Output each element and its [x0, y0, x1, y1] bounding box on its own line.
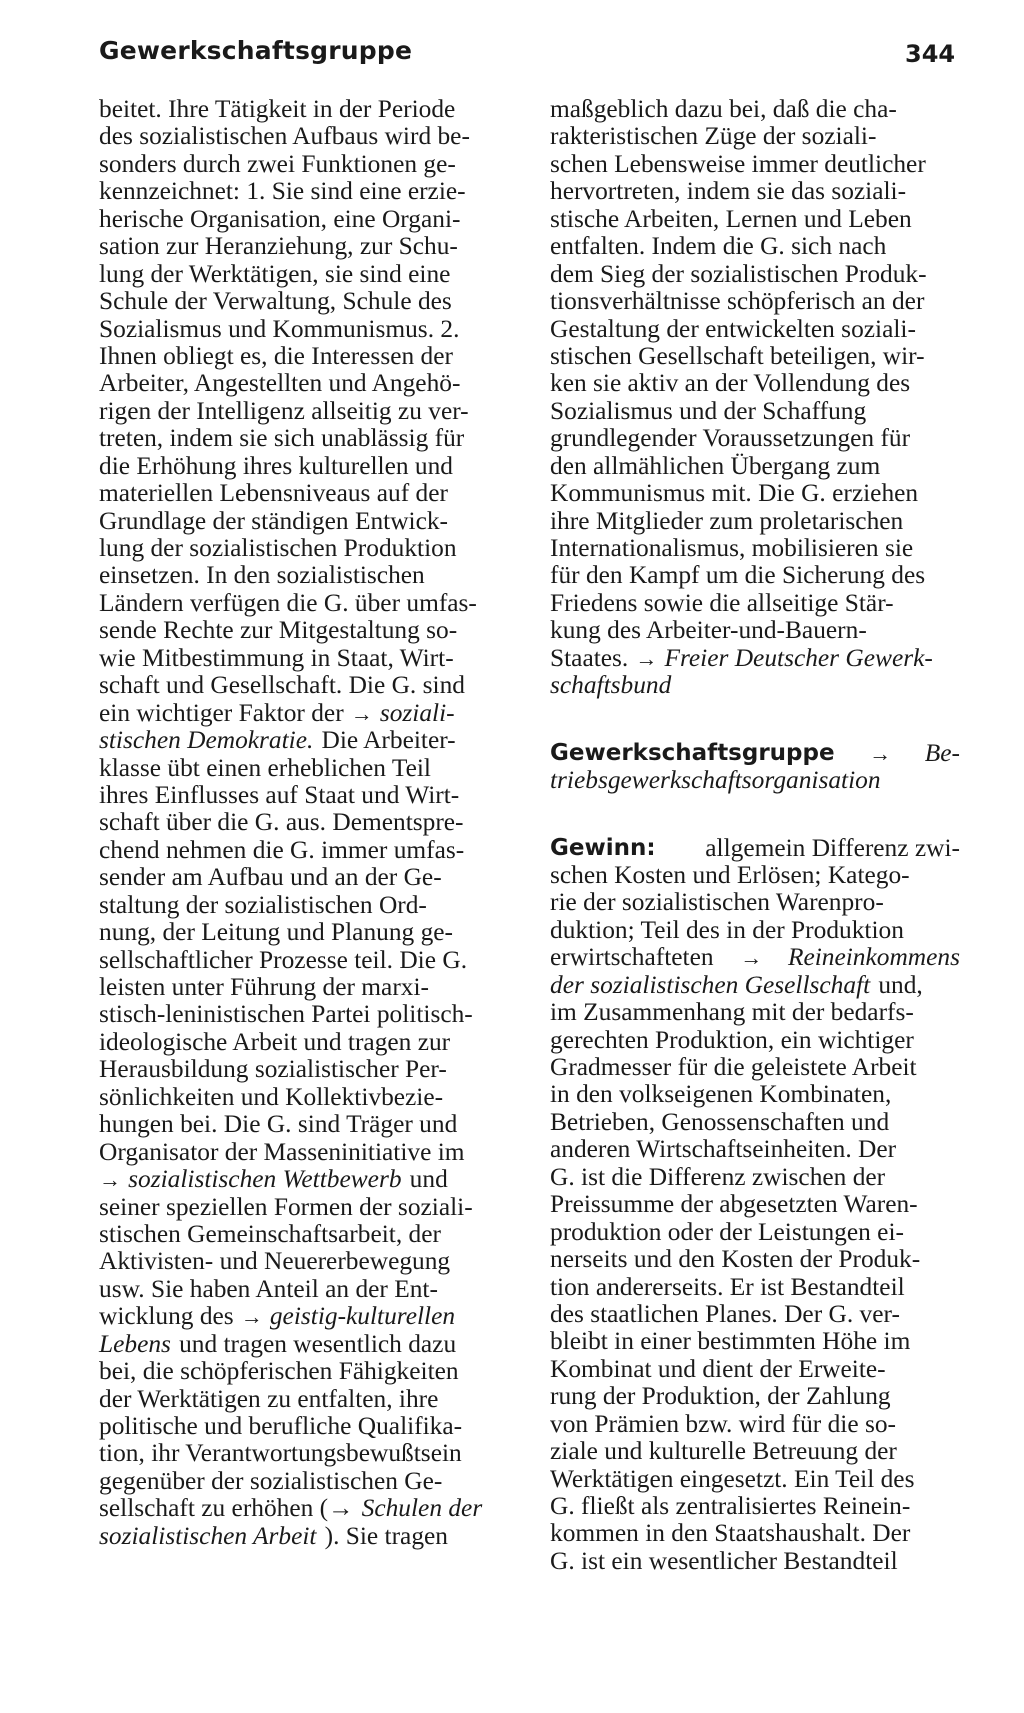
text-segment: sation zur Heranziehung, zur Schu-	[99, 232, 458, 261]
text-segment: Grundlage der ständigen Entwick-	[99, 506, 449, 535]
text-segment: schen Lebensweise immer deutlicher	[550, 149, 926, 178]
text-line	[99, 508, 511, 535]
text-segment: erwirtschafteten	[550, 943, 714, 972]
cross-reference[interactable]: Schulen der	[361, 1494, 483, 1523]
text-segment: Kommunismus mit. Die G. erziehen	[550, 479, 919, 508]
text-segment: des sozialistischen Aufbaus wird be-	[99, 122, 470, 151]
text-segment: lung der Werktätigen, sie sind eine	[99, 259, 451, 288]
text-line	[550, 1548, 960, 1575]
text-line	[99, 178, 511, 205]
text-line	[99, 343, 511, 370]
text-line	[99, 370, 511, 397]
text-line	[550, 1136, 960, 1163]
text-segment: G. fließt als zentralisiertes Reinein-	[550, 1492, 911, 1520]
text-line	[550, 1081, 960, 1108]
text-line	[550, 999, 960, 1026]
text-segment: klasse übt einen erheblichen Teil	[99, 753, 431, 782]
text-line	[550, 316, 960, 343]
cross-reference-arrow: →	[869, 740, 891, 766]
text-segment: G. ist die Differenz zwischen der	[550, 1162, 886, 1191]
text-line	[99, 892, 511, 919]
text-line	[99, 1001, 511, 1028]
text-line	[99, 974, 511, 1001]
cross-reference[interactable]: geistig-kulturellen	[269, 1302, 456, 1331]
text-line	[550, 151, 960, 178]
text-line	[99, 1413, 511, 1440]
headword: Gewinn:	[550, 834, 656, 861]
text-segment: schen Kosten und Erlösen; Katego-	[550, 860, 910, 889]
text-segment: Preissumme der abgesetzten Waren-	[550, 1190, 918, 1219]
text-line	[550, 261, 960, 288]
text-segment: Sozialismus und Kommunismus. 2.	[99, 314, 460, 343]
text-segment: bei, die schöpferischen Fähigkeiten	[99, 1357, 459, 1386]
text-segment: rie der sozialistischen Warenpro-	[550, 888, 884, 917]
text-line	[550, 1328, 960, 1355]
cross-reference[interactable]: triebsgewerkschaftsorganisation	[550, 766, 881, 795]
text-line	[550, 590, 960, 617]
right-column	[550, 96, 960, 1575]
text-line	[550, 1466, 960, 1493]
text-line	[550, 1219, 960, 1246]
text-line	[99, 535, 511, 562]
text-segment: Kombinat und dient der Erweite-	[550, 1354, 886, 1383]
text-segment: sonders durch zwei Funktionen ge-	[99, 149, 456, 178]
text-line	[550, 972, 960, 999]
text-segment: ein wichtiger Faktor der	[99, 698, 344, 727]
text-segment: Betrieben, Genossenschaften und	[550, 1107, 890, 1136]
text-line	[99, 1056, 511, 1083]
text-line	[99, 617, 511, 644]
text-line	[550, 96, 960, 123]
text-segment: für den Kampf um die Sicherung des	[550, 561, 926, 590]
text-line	[550, 508, 960, 535]
text-segment: rakteristischen Züge der soziali-	[550, 122, 877, 151]
text-segment: rung der Produktion, der Zahlung	[550, 1382, 891, 1411]
cross-reference-arrow: →	[740, 945, 762, 971]
text-line	[550, 617, 960, 644]
text-segment: im Zusammenhang mit der bedarfs-	[550, 998, 914, 1027]
text-segment: Organisator der Masseninitiative im	[99, 1137, 465, 1166]
text-segment: und,	[878, 970, 923, 999]
text-segment: materiellen Lebensniveaus auf der	[99, 479, 448, 508]
text-segment: grundlegender Voraussetzungen für	[550, 424, 911, 453]
text-line	[550, 233, 960, 260]
entry-gewerkschaftsgruppe	[550, 740, 960, 795]
text-segment: rigen der Intelligenz allseitig zu ver-	[99, 396, 469, 425]
text-line	[99, 645, 511, 672]
text-line	[550, 1493, 960, 1520]
text-segment: und tragen wesentlich dazu	[179, 1329, 457, 1358]
text-segment: ken sie aktiv an der Vollendung des	[550, 369, 911, 398]
text-segment: Schule der Verwaltung, Schule des	[99, 287, 452, 316]
text-segment: hervortreten, indem sie das soziali-	[550, 177, 907, 206]
text-segment: den allmählichen Übergang zum	[550, 451, 881, 480]
text-segment: sellschaftlicher Prozesse teil. Die G.	[99, 945, 468, 974]
text-segment: herische Organisation, eine Organi-	[99, 204, 461, 233]
text-segment: lung der sozialistischen Produktion	[99, 534, 457, 562]
cross-reference-arrow: →	[99, 1167, 120, 1193]
text-line	[550, 1191, 960, 1218]
text-segment: staltung der sozialistischen Ord-	[99, 890, 427, 919]
text-line	[99, 919, 511, 946]
text-line	[99, 1194, 511, 1221]
text-line	[550, 178, 960, 205]
text-segment: Internationalismus, mobilisieren sie	[550, 534, 914, 562]
cross-reference[interactable]: Reineinkommens	[787, 943, 960, 972]
text-segment: stische Arbeiten, Lernen und Leben	[550, 204, 912, 233]
text-segment: ziale und kulturelle Betreuung der	[550, 1437, 897, 1466]
cross-reference[interactable]: der sozialistischen Gesellschaft	[550, 970, 871, 999]
text-line	[550, 1383, 960, 1410]
text-line	[99, 1331, 511, 1358]
text-line	[99, 1084, 511, 1111]
text-segment: leisten unter Führung der marxi-	[99, 973, 429, 1001]
text-line	[99, 1029, 511, 1056]
text-segment: maßgeblich dazu bei, daß die cha-	[550, 95, 897, 123]
text-line	[550, 453, 960, 480]
text-line	[550, 535, 960, 562]
text-segment: sender am Aufbau und an der Ge-	[99, 863, 442, 892]
text-line	[99, 1221, 511, 1248]
text-segment: Werktätigen eingesetzt. Ein Teil des	[550, 1464, 915, 1493]
cross-reference[interactable]: Lebens	[99, 1329, 171, 1358]
cross-reference[interactable]: schaftsbund	[550, 671, 672, 700]
text-line	[99, 151, 511, 178]
text-segment: treten, indem sie sich unablässig für	[99, 424, 465, 453]
entry-gewinn	[550, 835, 960, 1576]
text-segment: anderen Wirtschaftseinheiten. Der	[550, 1135, 897, 1164]
text-line	[99, 590, 511, 617]
text-segment: von Prämien bzw. wird für die so-	[550, 1409, 896, 1438]
text-line	[99, 782, 511, 809]
text-line	[550, 1164, 960, 1191]
text-segment: allgemein Differenz zwi-	[705, 833, 960, 862]
text-segment: produktion oder der Leistungen ei-	[550, 1217, 904, 1246]
text-line	[99, 672, 511, 699]
text-line	[99, 480, 511, 507]
text-line	[99, 1468, 511, 1495]
text-segment: Sozialismus und der Schaffung	[550, 396, 867, 425]
text-segment: bleibt in einer bestimmten Höhe im	[550, 1327, 911, 1356]
text-segment: hungen bei. Die G. sind Träger und	[99, 1110, 458, 1139]
text-line	[550, 645, 960, 672]
text-line	[99, 398, 511, 425]
continuation-text	[550, 96, 960, 700]
text-segment: stischen Gemeinschaftsarbeit, der	[99, 1219, 441, 1248]
text-segment: gegenüber der sozialistischen Ge-	[99, 1466, 443, 1495]
text-line	[99, 1248, 511, 1275]
text-segment: kennzeichnet: 1. Sie sind eine erzie-	[99, 177, 466, 206]
text-segment: sönlichkeiten und Kollektivbezie-	[99, 1082, 444, 1111]
text-line	[99, 864, 511, 891]
text-line	[99, 700, 511, 727]
text-line	[99, 1166, 511, 1193]
text-line	[550, 562, 960, 589]
cross-reference[interactable]: sozialistischen Wettbewerb	[128, 1165, 402, 1194]
text-line	[99, 727, 511, 754]
text-segment: Die Arbeiter-	[321, 726, 456, 755]
text-segment: Arbeiter, Angestellten und Angehö-	[99, 369, 461, 398]
text-line	[550, 1438, 960, 1465]
text-segment: sellschaft zu erhöhen (→	[99, 1494, 354, 1523]
text-segment: der Werktätigen zu entfalten, ihre	[99, 1384, 439, 1413]
text-line	[550, 398, 960, 425]
text-segment: nung, der Leitung und Planung ge-	[99, 918, 453, 947]
text-segment: tionsverhältnisse schöpferisch an der	[550, 287, 925, 316]
text-line	[99, 1440, 511, 1467]
text-line	[550, 672, 960, 699]
text-line	[550, 1054, 960, 1081]
text-line	[550, 1356, 960, 1383]
text-line	[99, 453, 511, 480]
cross-reference[interactable]: soziali-	[379, 698, 455, 727]
text-line	[99, 1139, 511, 1166]
text-line	[99, 1358, 511, 1385]
text-segment: dem Sieg der sozialistischen Produk-	[550, 259, 927, 288]
text-line	[99, 96, 511, 123]
text-segment: Gestaltung der entwickelten soziali-	[550, 314, 916, 343]
text-line	[99, 206, 511, 233]
text-line	[99, 261, 511, 288]
text-segment: tion, ihr Verantwortungsbewußtsein	[99, 1439, 462, 1468]
text-segment: usw. Sie haben Anteil an der Ent-	[99, 1274, 438, 1303]
text-line	[99, 1303, 511, 1330]
text-segment: Herausbildung sozialistischer Per-	[99, 1055, 447, 1084]
text-segment: entfalten. Indem die G. sich nach	[550, 232, 887, 261]
text-line	[99, 809, 511, 836]
text-segment: duktion; Teil des in der Produktion	[550, 915, 904, 944]
text-line	[99, 123, 511, 150]
cross-reference[interactable]: sozialistischen Arbeit	[99, 1521, 317, 1550]
text-segment: einsetzen. In den sozialistischen	[99, 561, 425, 590]
text-line	[99, 1111, 511, 1138]
text-segment: Ihnen obliegt es, die Interessen der	[99, 341, 453, 370]
text-line	[99, 562, 511, 589]
text-segment: ). Sie tragen	[324, 1521, 448, 1550]
text-line	[99, 288, 511, 315]
left-column	[99, 96, 511, 1550]
text-line	[550, 370, 960, 397]
cross-reference[interactable]: stischen Demokratie.	[99, 726, 314, 755]
text-segment: beitet. Ihre Tätigkeit in der Periode	[99, 95, 456, 123]
text-segment: Staates.	[550, 643, 629, 672]
text-segment: kung des Arbeiter-und-Bauern-	[550, 616, 867, 645]
headword: Gewerkschaftsgruppe	[550, 739, 835, 766]
text-segment: politische und berufliche Qualifika-	[99, 1412, 463, 1440]
text-line	[550, 1274, 960, 1301]
text-line	[99, 425, 511, 452]
text-line	[550, 288, 960, 315]
text-segment: wicklung des	[99, 1302, 234, 1331]
text-segment: schaft über die G. aus. Dementspre-	[99, 808, 464, 837]
text-line	[550, 425, 960, 452]
text-segment: ideologische Arbeit und tragen zur	[99, 1027, 451, 1056]
page-number: 344	[905, 40, 956, 68]
text-segment: stisch-leninistischen Partei politisch-	[99, 1000, 473, 1029]
text-line	[550, 889, 960, 916]
text-line	[550, 206, 960, 233]
text-line	[99, 1276, 511, 1303]
text-line	[550, 480, 960, 507]
text-line	[99, 755, 511, 782]
text-segment: gerechten Produktion, ein wichtiger	[550, 1025, 914, 1054]
text-line	[99, 1386, 511, 1413]
text-segment: seiner speziellen Formen der soziali-	[99, 1192, 473, 1221]
text-segment: in den volkseigenen Kombinaten,	[550, 1080, 892, 1109]
text-line	[550, 944, 960, 971]
text-line	[550, 1301, 960, 1328]
text-line	[99, 837, 511, 864]
text-segment: Friedens sowie die allseitige Stär-	[550, 588, 894, 617]
text-line	[99, 947, 511, 974]
entry-body	[550, 862, 960, 1575]
text-segment: die Erhöhung ihres kulturellen und	[99, 451, 453, 480]
text-segment: chend nehmen die G. immer umfas-	[99, 835, 465, 864]
text-segment: Gradmesser für die geleistete Arbeit	[550, 1053, 917, 1081]
cross-reference-arrow: →	[635, 645, 657, 671]
text-segment: ihre Mitglieder zum proletarischen	[550, 506, 904, 535]
running-head: Gewerkschaftsgruppe	[99, 36, 413, 65]
text-segment: nerseits und den Kosten der Produk-	[550, 1245, 921, 1274]
cross-reference-arrow: →	[350, 700, 372, 726]
text-line	[550, 1411, 960, 1438]
text-line	[550, 1520, 960, 1547]
text-line	[99, 316, 511, 343]
text-segment: des staatlichen Planes. Der G. ver-	[550, 1299, 900, 1328]
text-line	[550, 1027, 960, 1054]
text-line	[99, 233, 511, 260]
text-line	[550, 917, 960, 944]
text-segment: Aktivisten- und Neuererbewegung	[99, 1247, 451, 1276]
text-line	[550, 1246, 960, 1273]
text-segment: Ländern verfügen die G. über umfas-	[99, 588, 477, 617]
text-segment: stischen Gesellschaft beteiligen, wir-	[550, 341, 925, 370]
text-line	[99, 1495, 511, 1522]
text-segment: G. ist ein wesentlicher Bestandteil	[550, 1546, 898, 1575]
text-line	[550, 1109, 960, 1136]
text-line	[99, 1523, 511, 1550]
text-line	[550, 343, 960, 370]
text-segment: tion andererseits. Er ist Bestandteil	[550, 1272, 905, 1301]
cross-reference[interactable]: Freier Deutscher Gewerk-	[664, 643, 933, 672]
text-line	[550, 123, 960, 150]
text-segment: und	[409, 1165, 448, 1194]
text-segment: kommen in den Staatshaushalt. Der	[550, 1519, 911, 1548]
cross-reference[interactable]: Be-	[924, 738, 960, 767]
text-segment: schaft und Gesellschaft. Die G. sind	[99, 671, 465, 700]
cross-reference-arrow: →	[240, 1304, 262, 1330]
text-line	[550, 862, 960, 889]
text-segment: sende Rechte zur Mitgestaltung so-	[99, 616, 458, 645]
text-segment: ihres Einflusses auf Staat und Wirt-	[99, 780, 460, 809]
text-segment: wie Mitbestimmung in Staat, Wirt-	[99, 643, 454, 672]
